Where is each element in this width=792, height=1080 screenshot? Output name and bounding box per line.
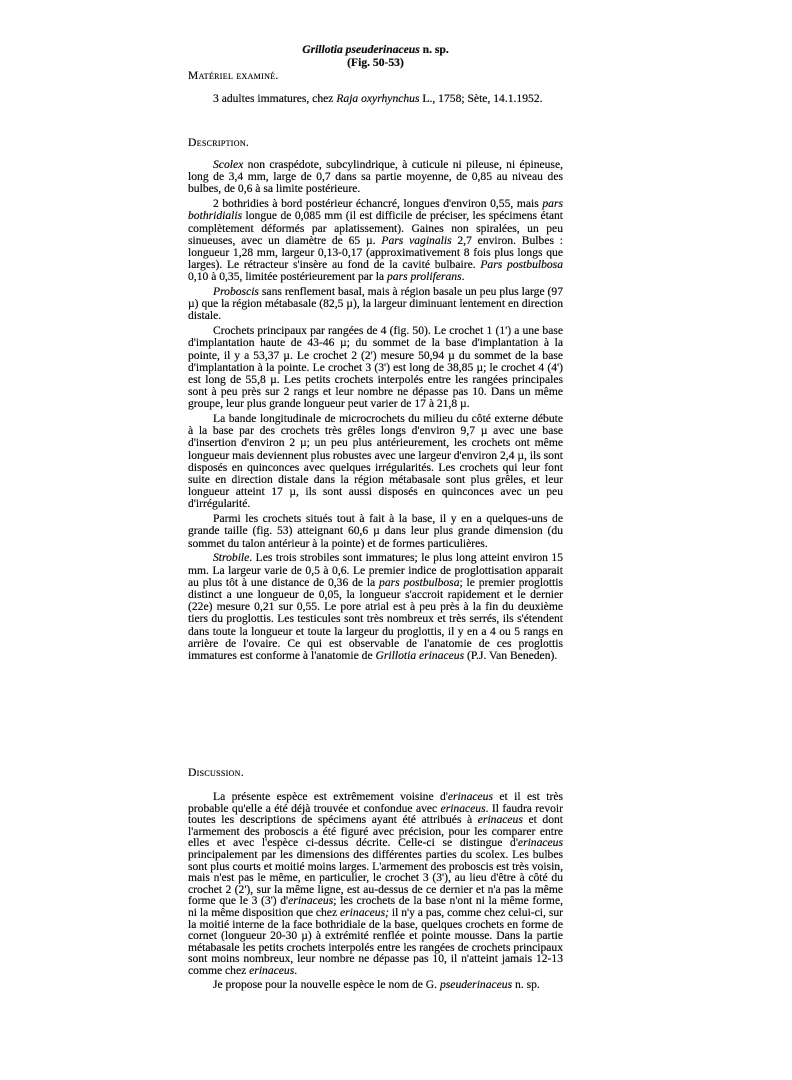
text-run: longue de 0,085 mm (il est difficile de préciser, les spécimens étant complètement déformés par aplatissement). Gaines non spiralées, un peu sinueuses, avec un diamètre de 65 µ. — [188, 209, 563, 247]
species-title — [188, 43, 563, 56]
text-run: ; le premier proglottis distinct a une longueur de 0,05, la longueur s'accroit rapidement et le dernier (22e) mesure 0,21 sur 0,55. Le pore atrial est à peu près à la fin du deuxième tiers du proglottis. Les testicules sont très nombreux et très serrés, ils s'étendent dans toute la longueur et toute la largeur du proglottis, il y en a 4 ou 5 rangs en arrière de l'ovaire. Ce qui est observable de l'anatomie de ces proglottis immatures est conforme à l'anatomie de — [188, 575, 564, 662]
discussion-paragraph — [188, 979, 563, 991]
text-run: et il est très probable qu'elle a été déjà trouvée et confondue avec — [188, 790, 563, 815]
species-name: Grillotia pseuderinaceus — [302, 43, 420, 56]
text-run: n. sp. — [512, 978, 540, 991]
text-run: La présente espèce est extrêmement voisine d' — [213, 790, 448, 803]
discussion-paragraph — [188, 791, 563, 977]
text-run: non craspédote, subcylindrique, à cuticule ni pileuse, ni épineuse, long de 3,4 mm, large de 0,7 dans sa partie moyenne, de 0,85 au niveau des bulbes, de 0,6 à sa limite postérieure. — [188, 158, 563, 196]
discussion-section — [188, 791, 563, 993]
discussion-heading: Discussion. — [188, 766, 244, 779]
text-run: 2,7 environ. Bulbes : longueur 1,28 mm, largeur 0,13-0,17 (approximativement 8 fois plus longs que larges). Le rétracteur s'insère au fond de la cavité bulbaire. — [188, 233, 563, 272]
italic-term: Pars postbulbosa — [480, 258, 563, 272]
text-run: Crochets principaux par rangées de 4 (fig. 50). Le crochet 1 (1') a une base d'implantation haute de 43-46 µ; du sommet de la base d'implantation à la pointe, il y a 53,37 µ. Le crochet 2 (2') mesure 50,94 µ du sommet de la base d'implantation à la pointe. Le crochet 3 (3') est long de 38,85 µ; le crochet 4 (4') est long de 55,8 µ. Les petits crochets interpolés entre les rangées principales sont à peu près sur 2 rangs et leur nombre ne dépasse pas 10. Dans un même groupe, leur plus grande longueur peut varier de 17 à 21,8 µ. — [188, 324, 563, 411]
text-run: ; les crochets de la base n'ont ni la même forme, ni la même disposition que chez — [188, 894, 563, 919]
text-run: et dont l'armement des proboscis a été figuré avec précision, pour les comparer entre elles et avec l'espèce ci-dessus décrite. Celle-ci se distingue d' — [188, 813, 564, 850]
text-run: 0,10 à 0,35, limitée postérieurement par la — [188, 270, 387, 284]
text-run: La bande longitudinale de microcrochets du milieu du côté externe débute à la base par des crochets très grêles longs d'environ 9,7 µ avec une base d'insertion d'environ 2 µ; un peu plus antérieurement, les crochets ont même longueur mais deviennent plus robustes avec une largeur d'environ 2,4 µ, ils sont disposés en quinconces avec quelques irrégularités. Les crochets qui leur font suite en direction distale dans la région métabasale sont plus grêles, et leur longueur atteint 17 µ, ils sont aussi disposés en quinconces avec un peu d'irrégularité. — [188, 412, 563, 511]
description-paragraph — [188, 325, 563, 410]
italic-term: erinaceus — [517, 836, 563, 850]
italic-term: pars postbulbosa — [379, 575, 460, 589]
description-section — [188, 159, 563, 665]
description-paragraph — [188, 198, 563, 283]
species-status: n. sp. — [422, 43, 449, 56]
description-paragraph — [188, 286, 563, 323]
description-paragraph — [188, 513, 563, 550]
text-run: principalement par les dimensions des différentes parties du scolex. Les bulbes sont plus courts et moitié moins larges. L'armement des proboscis est très voisin, mais n'est pas le même, en particulier, le crochet 3 (3'), au lieu d'être à côté du crochet 2 (2'), sur la même ligne, est au-dessus de ce dernier et n'a pas la même forme que le 3 (3') d' — [188, 847, 563, 908]
italic-term: erinaceus — [249, 963, 295, 977]
italic-term: Proboscis — [213, 285, 259, 299]
text-run: . Les trois strobiles sont immatures; le plus long atteint environ 15 mm. La largeur varie de 0,5 à 0,6. Le premier indice de proglottisation apparait au plus tôt à une distance de 0,36 de la — [188, 551, 563, 589]
material-section — [188, 93, 563, 108]
italic-term: erinaceus; — [340, 905, 389, 919]
italic-term: Strobile — [213, 551, 250, 565]
text-run: . — [294, 963, 298, 977]
material-paragraph — [188, 93, 563, 105]
text-run: Je propose pour la nouvelle espèce le nom de G. — [213, 978, 440, 991]
italic-term: Pars vaginalis — [381, 233, 452, 247]
description-paragraph — [188, 413, 563, 511]
text-run: 2 bothridies à bord postérieur échancré, longues d'environ 0,55, mais — [213, 197, 543, 211]
description-paragraph — [188, 159, 563, 196]
italic-term: erinaceus — [447, 790, 493, 803]
description-paragraph — [188, 552, 563, 662]
italic-term: erinaceus — [288, 894, 334, 908]
material-heading: Matériel examiné. — [188, 69, 279, 82]
figure-reference: (Fig. 50-53) — [347, 56, 404, 69]
text-run: (P.J. Van Beneden). — [464, 648, 558, 662]
text-run: . Il faudra revoir toutes les descriptions de spécimens ayant été attribués à — [188, 801, 563, 827]
text-run: 3 adultes immatures, chez — [213, 92, 337, 105]
text-run: Parmi les crochets situés tout à fait à la base, il y en a quelques-uns de grande taille (fig. 53) atteignant 60,6 µ dans leur plus grande dimension (du sommet du talon antérieur à la pointe) et de formes particulières. — [188, 512, 563, 550]
text-run: . — [461, 270, 465, 284]
italic-term: erinaceus — [477, 813, 523, 827]
italic-term: Raja oxyrhynchus — [336, 92, 420, 105]
italic-term: Grillotia erinaceus — [375, 648, 465, 662]
text-run: sans renflement basal, mais à région basale un peu plus large (97 µ) que la région métabasale (82,5 µ), la largeur diminuant lentement en direction distale. — [188, 285, 563, 323]
italic-term: Scolex — [213, 158, 244, 171]
italic-term: pars bothridialis — [188, 197, 563, 223]
italic-term: erinaceus — [440, 801, 486, 815]
description-heading: Description. — [188, 136, 250, 149]
italic-term: pseuderinaceus — [439, 978, 513, 991]
text-run: L., 1758; Sète, 14.1.1952. — [419, 92, 543, 105]
text-run: il n'y a pas, comme chez celui-ci, sur la moitié interne de la face bothridiale de la base, quelques crochets en forme de cornet (longueur 20-30 µ) à extrémité renflée et pointe mousse. Dans la partie métabasale les petits crochets interpolés entre les rangées de crochets principaux sont moins nombreux, leur nombre ne dépasse pas 10, il n'atteint jamais 12-13 comme chez — [188, 905, 563, 977]
italic-term: pars proliferans — [386, 270, 462, 284]
